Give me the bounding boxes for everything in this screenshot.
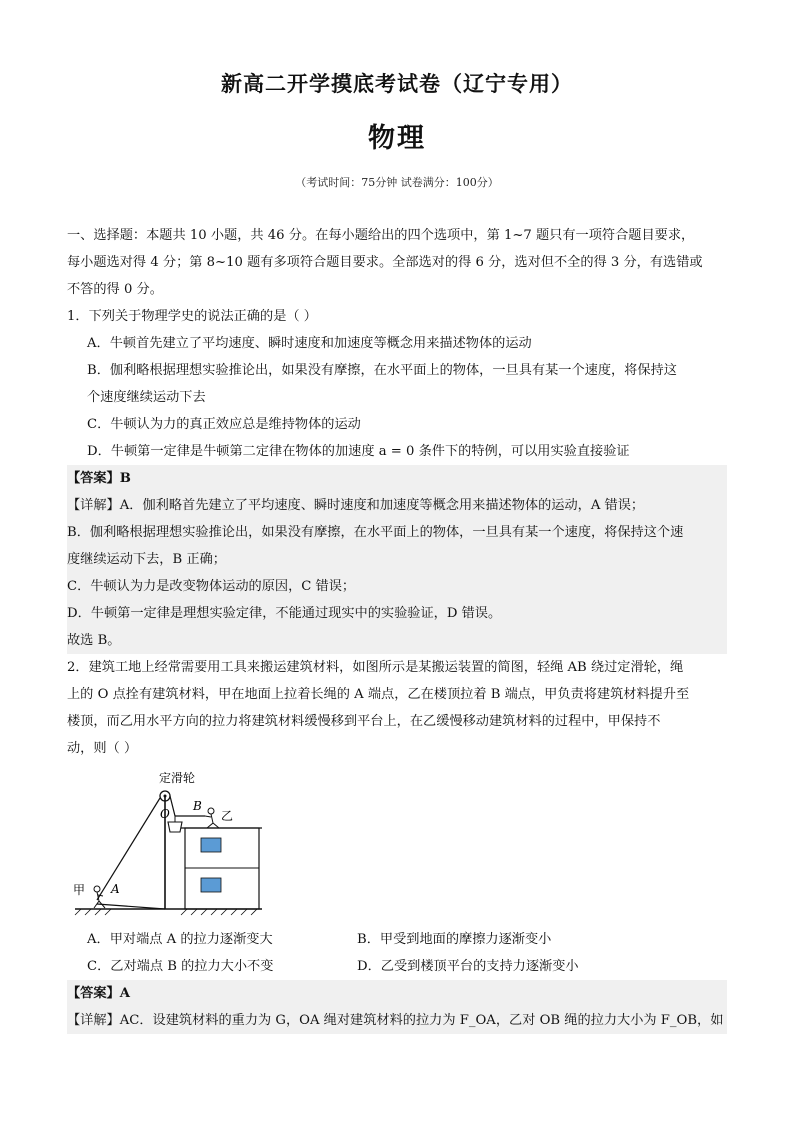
q2-detail-1: 【详解】AC．设建筑材料的重力为 G，OA 绳对建筑材料的拉力为 F_OA，乙对 OB 绳的拉力大小为 F_OB，如 [67, 1007, 727, 1034]
q1-detail-1: 【详解】A．伽利略首先建立了平均速度、瞬时速度和加速度等概念用来描述物体的运动，A 错误； [67, 492, 727, 519]
rope-oa [97, 798, 160, 900]
person-jia-body [94, 892, 105, 908]
exam-title: 新高二开学摸底考试卷（辽宁专用） [221, 72, 573, 96]
label-jia: 甲 [73, 883, 86, 897]
q1-detail-4: C．牛顿认为力是改变物体运动的原因，C 错误； [67, 573, 727, 600]
support-rod [97, 904, 165, 909]
q2-option-c: C．乙对端点 B 的拉力大小不变 [87, 959, 274, 974]
q1-detail-6: 故选 B。 [67, 627, 727, 654]
q1-detail-5: D．牛顿第一定律是理想实验定律，不能通过现实中的实验验证，D 错误。 [67, 600, 727, 627]
window-lower [201, 878, 221, 892]
pulley-axle [164, 795, 167, 798]
building-material [168, 822, 182, 832]
exam-content [67, 222, 727, 1034]
q2-diagram [67, 768, 727, 926]
section-intro-line1: 一、选择题：本题共 10 小题，共 46 分。在每小题给出的四个选项中，第 1~7 题只有一项符合题目要求， [67, 228, 695, 243]
q2-stem-2: 上的 O 点拴有建筑材料，甲在地面上拉着长绳的 A 端点，乙在楼顶拉着 B 端点，甲负责将建筑材料提升至 [67, 687, 690, 702]
q1-option-b-line1: B．伽利略根据理想实验推论出，如果没有摩擦，在水平面上的物体，一旦具有某一个速度，将保持这 [87, 363, 677, 378]
q2-option-d: D．乙受到楼顶平台的支持力逐渐变小 [357, 959, 579, 974]
q1-stem: 1．下列关于物理学史的说法正确的是（ ） [67, 309, 317, 324]
label-o: O [160, 807, 170, 821]
person-yi-body [205, 814, 219, 828]
q1-option-d: D．牛顿第一定律是牛顿第二定律在物体的加速度 a = 0 条件下的特例，可以用实验直接验证 [87, 444, 630, 459]
pulley-diagram-svg [67, 768, 727, 926]
q2-stem-3: 楼顶，而乙用水平方向的拉力将建筑材料缓慢移到平台上，在乙缓慢移动建筑材料的过程中，甲保持不 [67, 714, 661, 729]
q2-options-row1 [67, 926, 727, 953]
q1-detail-2: B．伽利略根据理想实验推论出，如果没有摩擦，在水平面上的物体，一旦具有某一个速度，将保持这个速 [67, 519, 727, 546]
window-upper [201, 838, 221, 852]
q1-option-a: A．牛顿首先建立了平均速度、瞬时速度和加速度等概念用来描述物体的运动 [87, 336, 532, 351]
q2-stem-1: 2．建筑工地上经常需要用工具来搬运建筑材料，如图所示是某搬运装置的简图，轻绳 AB 绕过定滑轮，绳 [67, 660, 684, 675]
q1-option-b-line2: 个速度继续运动下去 [87, 390, 206, 405]
ground-hatch [75, 909, 257, 915]
label-yi: 乙 [221, 809, 234, 823]
exam-meta: （考试时间：75分钟 试卷满分：100分） [295, 176, 499, 189]
label-a: A [111, 882, 120, 896]
person-jia-head [94, 886, 100, 892]
q2-stem-4: 动，则（ ） [67, 741, 138, 756]
q2-options-row2 [67, 953, 727, 980]
label-b: B [193, 799, 202, 813]
q2-option-a: A．甲对端点 A 的拉力逐渐变大 [87, 932, 273, 947]
person-yi-head [208, 808, 214, 814]
subject-title: 物理 [368, 123, 426, 154]
section-intro-line2: 每小题选对得 4 分；第 8~10 题有多项符合题目要求。全部选对的得 6 分，选对但不全的得 3 分，有选错或 [67, 255, 703, 270]
q2-option-b: B．甲受到地面的摩擦力逐渐变小 [357, 932, 552, 947]
section-intro-line3: 不答的得 0 分。 [67, 282, 163, 297]
q2-answer: 【答案】A [67, 980, 727, 1007]
label-pulley: 定滑轮 [159, 771, 196, 785]
q1-answer: 【答案】B [67, 465, 727, 492]
q1-detail-3: 度继续运动下去，B 正确； [67, 546, 727, 573]
rope-pulley-o [170, 796, 175, 816]
q1-option-c: C．牛顿认为力的真正效应总是维持物体的运动 [87, 417, 361, 432]
